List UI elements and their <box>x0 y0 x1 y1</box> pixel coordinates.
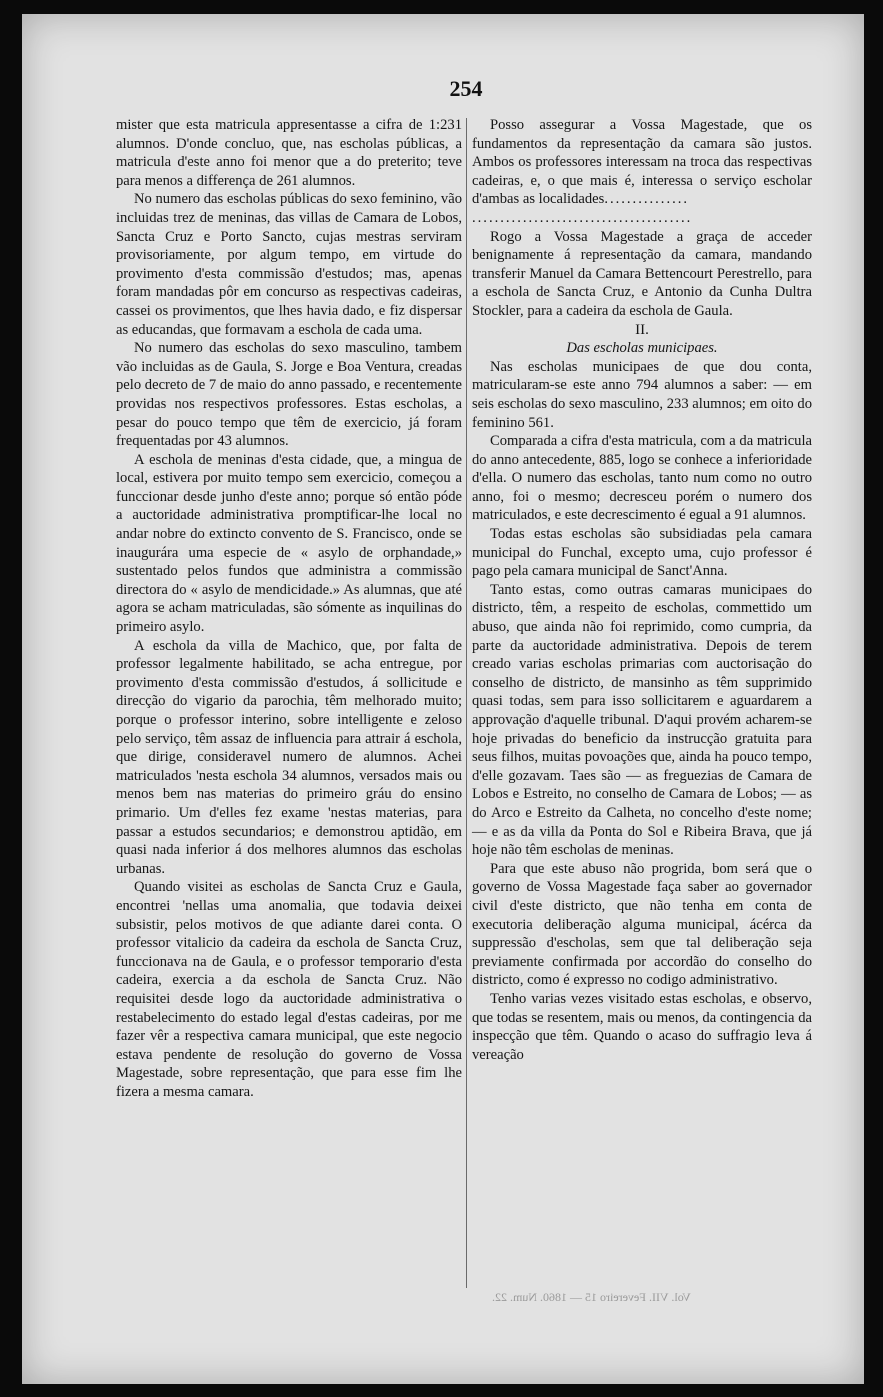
newspaper-page <box>22 14 864 1384</box>
paragraph: Todas estas escholas são subsidiadas pela camara municipal do Funchal, excepto uma, cujo professor é pago pela camara municipal de Sanct'Anna. <box>472 526 812 580</box>
show-through-footer: Vol. VII. Fevereiro 15 — 1860. Num. 22. <box>492 1290 691 1304</box>
paragraph: mister que esta matricula appresentasse a cifra de 1:231 alumnos. D'onde concluo, que, nas escholas públicas, a matricula d'este anno foi menor que a do preterito; teve para menos a differença de 261 alumnos. <box>116 117 462 189</box>
paragraph: Comparada a cifra d'esta matricula, com a da matricula do anno antecedente, 885, logo se conhece a inferioridade d'ella. O numero das escholas, tanto num como no outro anno, foi o mesmo; decresceu porém o numero dos matriculados, e este decrescimento é egual a 91 alumnos. <box>472 433 812 524</box>
right-column <box>472 116 812 1064</box>
paragraph: Tanto estas, como outras camaras municipaes do districto, têm, a respeito de escholas, commettido um abuso, que ainda não foi reprimido, como cumpria, da parte da auctoridade administrativa. Depois de terem creado varias escholas primarias com auctorisação do conselho de districto, de mansinho as têm supprimido quasi todas, sem para isso sollicitarem e aguardarem a approvação d'aquelle tribunal. D'aqui provém acharem-se hoje privadas do beneficio da instrucção gratuita para seus filhos, muitas povoações que, ainda ha pouco tempo, d'elle gozavam. Taes são — as freguezias de Camara de Lobos e Estreito, no conselho de Camara de Lobos; — as do Arco e Estreito da Calheta, no concelho d'este nome; — e as da villa da Ponta do Sol e Ribeira Brava, que já hoje não têm escholas de meninas. <box>472 581 812 859</box>
paragraph: Rogo a Vossa Magestade a graça de acceder benignamente á representação da camara, mandando transferir Manuel da Camara Bettencourt Perestrello, para a eschola de Sancta Cruz, e Antonio da Cunha Dultra Stockler, para a cadeira da eschola de Gaula. <box>472 228 812 319</box>
page-number: 254 <box>449 76 483 101</box>
paragraph: Para que este abuso não progrida, bom será que o governo de Vossa Magestade faça saber ao governador civil d'este districto, que não tenha em conta de executoria deliberação alguma municipal, ácérca da suppressão d'escholas, sem que tal deliberação seja previamente confirmada por accordão do conselho do districto, como é expresso no codigo administrativo. <box>472 860 812 989</box>
leader-dots-line: ....................................... <box>472 209 693 226</box>
paragraph: No numero das escholas públicas do sexo feminino, vão incluidas trez de meninas, das villas de Camara de Lobos, Sancta Cruz e Porto Sancto, cujas mestras serviram provisoriamente, por algum tempo, em virtude do provimento d'esta commissão d'estudos; mas, apenas foram mandadas pôr em concurso as respectivas cadeiras, cassei os provimentos, que lhes havia dado, e fiz dispersar as educandas, que formavam a eschola de cada uma. <box>116 191 462 338</box>
section-title: Das escholas municipaes. <box>566 340 718 357</box>
paragraph-text: Posso assegurar a Vossa Magestade, que os fundamentos da representação da camara são justos. Ambos os professores interessam na troca das respectivas cadeiras, e, o que mais é, interessa o serviço escholar d'ambas as localidades <box>472 117 812 208</box>
left-column <box>116 116 462 1101</box>
paragraph: Quando visitei as escholas de Sancta Cruz e Gaula, encontrei 'nellas uma anomalia, que todavia deixei subsistir, pelos motivos de que adiante darei conta. O professor vitalicio da cadeira da eschola de Sancta Cruz, funccionava na de Gaula, e o professor temporario d'esta cadeira, exercia a da eschola de Sancta Cruz. Não requisitei desde logo da auctoridade administrativa o restabelecimento do estado legal d'estas cadeiras, por me fazer vêr a respectiva camara municipal, que este negocio estava pendente de resolução do governo de Vossa Magestade, sobre representação, que para esse fim lhe fizera a mesma camara. <box>116 879 462 1100</box>
paragraph: Tenho varias vezes visitado estas escholas, e observo, que todas se resentem, mais ou menos, da contingencia da inspecção que têm. Quando o acaso do suffragio leva á vereação <box>472 990 812 1063</box>
paragraph: A eschola da villa de Machico, que, por falta de professor legalmente habilitado, se acha entregue, por provimento d'esta commissão d'estudos, á sollicitude e direcção do vigario da parochia, têm melhorado muito; porque o professor interino, sobre intelligente e zeloso pelo serviço, têm assaz de influencia para attrair á eschola, que dirige, consideravel numero de alumnos. Achei matriculados 'nesta eschola 34 alumnos, versados mais ou menos bem nas materias do primeiro gráu do ensino primario. Um d'elles fez exame 'nestas materias, para passar a estudos secundarios; e demonstrou aptidão, em quasi nada inferior á dos melhores alumnos das escholas urbanas. <box>116 637 462 877</box>
paragraph: A eschola de meninas d'esta cidade, que, a mingua de local, estivera por muito tempo sem exercicio, começou a funccionar desde junho d'este anno; porque só então póde a auctoridade administrativa promptificar-lhe local no andar nobre do extincto convento de S. Francisco, onde se inaugurára uma especie de « asylo de orphandade,» sustentado pelos fundos que administra a commissão directora do « asylo de mendicidade.» As alumnas, que até agora se acham matriculadas, são sómente as inquilinas do primeiro asylo. <box>116 451 462 636</box>
paragraph <box>472 116 812 209</box>
paragraph: Nas escholas municipaes de que dou conta, matricularam-se este anno 794 alumnos a saber: — em seis escholas do sexo masculino, 233 alumnos; em oito do feminino 561. <box>472 358 812 431</box>
column-divider <box>466 118 467 1288</box>
section-number: II. <box>635 321 649 338</box>
leader-dots: ............... <box>604 191 690 208</box>
paragraph: No numero das escholas do sexo masculino, tambem vão incluidas as de Gaula, S. Jorge e Boa Ventura, creadas pelo decreto de 7 de maio do anno passado, e recentemente providas nos respectivos professores. Estas escholas, a pesar do pouco tempo que têm de exercicio, já foram frequentadas por 43 alumnos. <box>116 340 462 450</box>
